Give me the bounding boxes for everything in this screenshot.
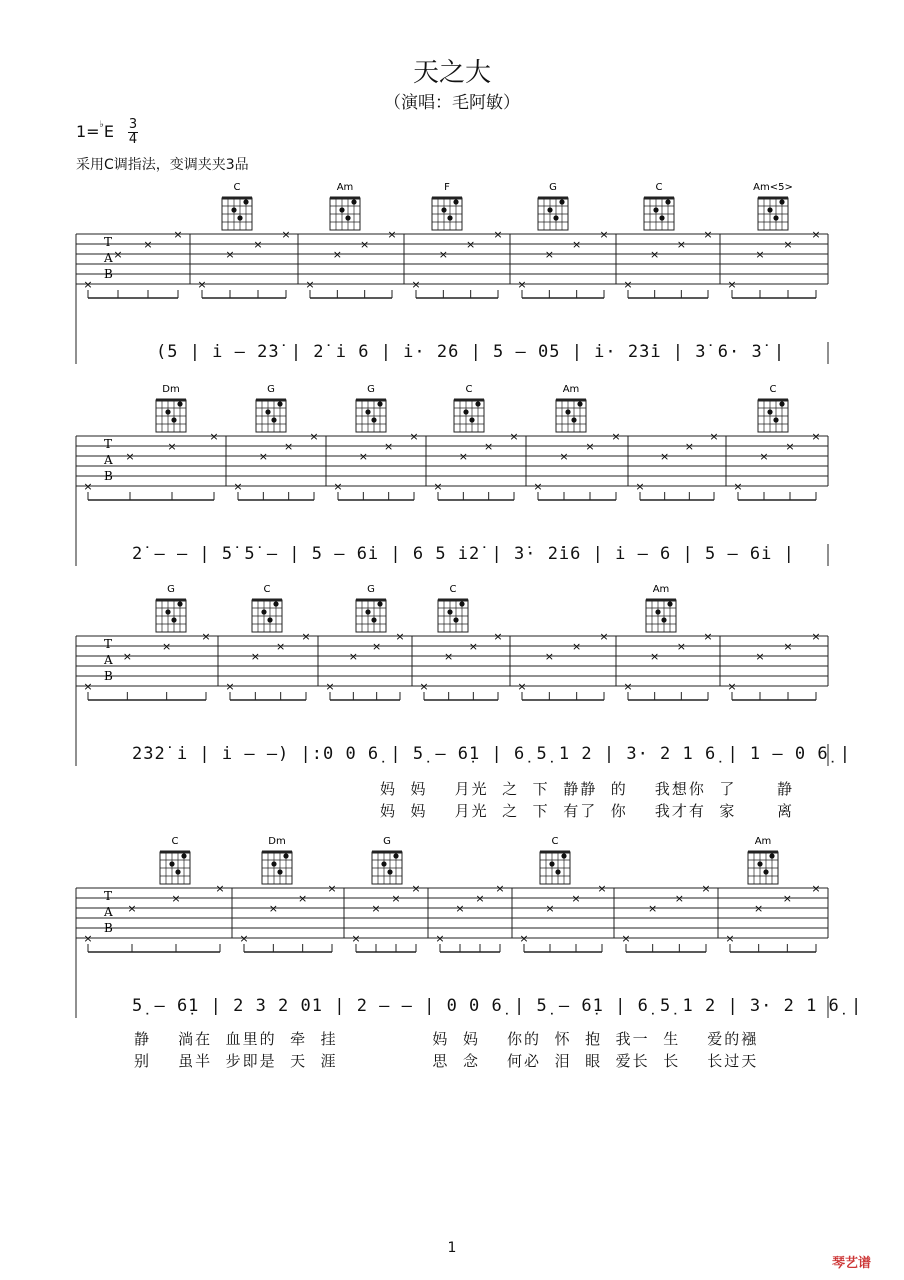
tab-note: ×	[754, 902, 764, 915]
tab-note: ×	[493, 228, 503, 241]
tab-note: ×	[233, 480, 243, 493]
tab-note: ×	[358, 450, 368, 463]
chord-dot	[371, 617, 376, 622]
tab-note: ×	[727, 278, 737, 291]
tab-note: ×	[201, 630, 211, 643]
chord-dot	[667, 601, 672, 606]
chord-dot	[453, 617, 458, 622]
chord-name: G	[549, 182, 557, 193]
tab-note: ×	[371, 902, 381, 915]
tab-note: ×	[284, 440, 294, 453]
tab-note: ×	[648, 902, 658, 915]
chord-dot	[459, 601, 464, 606]
chord-dot	[339, 207, 344, 212]
tab-note: ×	[455, 902, 465, 915]
lyrics-row-3-verse-2: 妈 妈 月光 之 下 有了 你 我才有 家 离	[380, 802, 794, 820]
chord-dot	[659, 215, 664, 220]
chord-dot	[447, 215, 452, 220]
chord-dot	[175, 869, 180, 874]
chord-dot	[549, 861, 554, 866]
tab-note: ×	[327, 882, 337, 895]
chord-dot	[463, 409, 468, 414]
tab-note: ×	[484, 440, 494, 453]
tab-note: ×	[143, 238, 153, 251]
tab-note: ×	[298, 892, 308, 905]
tab-clef-letter: B	[104, 921, 113, 935]
tab-note: ×	[517, 680, 527, 693]
chord-dot	[181, 853, 186, 858]
tab-note: ×	[209, 430, 219, 443]
tab-note: ×	[650, 248, 660, 261]
tab-note: ×	[411, 882, 421, 895]
tab-note: ×	[660, 450, 670, 463]
lyrics-row-4-verse-2: 别 虽半 步即是 天 涯 思 念 何必 泪 眼 爱长 长 长过天	[134, 1052, 759, 1070]
chord-dot	[277, 869, 282, 874]
tab-note: ×	[493, 630, 503, 643]
chord-dot	[381, 861, 386, 866]
chord-dot	[767, 409, 772, 414]
tab-note: ×	[599, 630, 609, 643]
tab-note: ×	[611, 430, 621, 443]
chord-dot	[653, 207, 658, 212]
tab-note: ×	[325, 680, 335, 693]
tab-clef-letter: A	[104, 653, 113, 667]
chord-dot	[271, 861, 276, 866]
tab-note: ×	[83, 480, 93, 493]
chord-dot	[475, 401, 480, 406]
tab-note: ×	[215, 882, 225, 895]
jianpu-row-1: (5 | i – 2̇3̇ | 2̇ i 6 | i· 2̇6 | 5 – 05 | i· 2̇3̇i | 3̇ 6· 3̇ |	[156, 342, 786, 362]
tab-note: ×	[435, 932, 445, 945]
tab-note: ×	[701, 882, 711, 895]
tab-note: ×	[755, 650, 765, 663]
chord-dot	[371, 417, 376, 422]
chord-name: C	[233, 182, 241, 193]
chord-dot	[571, 417, 576, 422]
tab-note: ×	[253, 238, 263, 251]
tab-note: ×	[372, 640, 382, 653]
key-signature: 1=♭E	[76, 119, 114, 141]
chord-dot	[271, 417, 276, 422]
chord-dot	[177, 401, 182, 406]
tab-note: ×	[709, 430, 719, 443]
tab-note: ×	[544, 248, 554, 261]
tab-note: ×	[509, 430, 519, 443]
tab-note: ×	[519, 932, 529, 945]
tab-note: ×	[635, 480, 645, 493]
chord-dot	[453, 199, 458, 204]
chord-dot	[769, 853, 774, 858]
tab-clef-letter: T	[104, 637, 113, 651]
page-number: 1	[447, 1240, 457, 1256]
tab-note: ×	[444, 650, 454, 663]
chord-dot	[387, 869, 392, 874]
tab-note: ×	[468, 640, 478, 653]
tab-note: ×	[466, 238, 476, 251]
chord-name: G	[167, 584, 175, 595]
tab-note: ×	[785, 440, 795, 453]
chord-name: Am	[336, 182, 354, 193]
chord-dot	[377, 601, 382, 606]
lyrics-row-3-verse-1: 妈 妈 月光 之 下 静静 的 我想你 了 静	[380, 780, 794, 798]
tab-note: ×	[545, 902, 555, 915]
tab-note: ×	[225, 248, 235, 261]
chord-dot	[231, 207, 236, 212]
chord-name: C	[551, 836, 559, 847]
tab-note: ×	[676, 640, 686, 653]
tab-note: ×	[433, 480, 443, 493]
tab-note: ×	[250, 650, 260, 663]
chord-dot	[561, 853, 566, 858]
chord-dot	[655, 609, 660, 614]
chord-dot	[665, 199, 670, 204]
chord-name: C	[263, 584, 271, 595]
chord-name: Dm	[162, 384, 180, 395]
chord-dot	[265, 409, 270, 414]
chord-dot	[661, 617, 666, 622]
tab-note: ×	[333, 480, 343, 493]
tab-clef-letter: T	[104, 889, 113, 903]
chord-name: Am	[562, 384, 580, 395]
tab-note: ×	[239, 932, 249, 945]
tab-note: ×	[727, 680, 737, 693]
tab-note: ×	[225, 680, 235, 693]
tab-note: ×	[83, 932, 93, 945]
tab-note: ×	[395, 630, 405, 643]
tab-note: ×	[475, 892, 485, 905]
tab-note: ×	[281, 228, 291, 241]
chord-dot	[441, 207, 446, 212]
chord-dot	[169, 861, 174, 866]
tab-note: ×	[438, 248, 448, 261]
jianpu-row-3: 2̇3̇2̇ i | i – –) |:0 0 6̣ | 5̣ – 6̣1 | 6̣ 5̣ 1 2 | 3· 2 1 6̣ | 1 – 0 6̣ |	[132, 744, 852, 764]
tab-note: ×	[171, 892, 181, 905]
tab-note: ×	[83, 680, 93, 693]
tab-note: ×	[305, 278, 315, 291]
tab-note: ×	[384, 440, 394, 453]
tab-clef-letter: B	[104, 267, 113, 281]
tab-note: ×	[703, 630, 713, 643]
chord-dot	[165, 609, 170, 614]
chord-dot	[267, 617, 272, 622]
tab-note: ×	[125, 450, 135, 463]
tab-note: ×	[391, 892, 401, 905]
tab-note: ×	[332, 248, 342, 261]
chord-dot	[773, 417, 778, 422]
chord-dot	[171, 417, 176, 422]
tab-note: ×	[83, 278, 93, 291]
chord-name: Am	[754, 836, 772, 847]
brand-logo: 琴艺谱	[832, 1256, 872, 1271]
chord-dot	[547, 207, 552, 212]
tab-note: ×	[783, 640, 793, 653]
tab-note: ×	[533, 480, 543, 493]
tab-note: ×	[411, 278, 421, 291]
tab-clef-letter: T	[104, 437, 113, 451]
tab-note: ×	[811, 430, 821, 443]
tab-note: ×	[585, 440, 595, 453]
tab-clef-letter: T	[104, 235, 113, 249]
singer-credit: （演唱：毛阿敏）	[384, 93, 520, 113]
chord-dot	[469, 417, 474, 422]
tab-note: ×	[351, 932, 361, 945]
chord-dot	[273, 601, 278, 606]
chord-dot	[767, 207, 772, 212]
chord-dot	[757, 861, 762, 866]
chord-name: F	[444, 182, 450, 193]
tab-note: ×	[458, 450, 468, 463]
tab-clef-letter: B	[104, 669, 113, 683]
chord-dot	[365, 609, 370, 614]
tab-clef-letter: A	[104, 453, 113, 467]
tab-note: ×	[409, 430, 419, 443]
chord-dot	[555, 869, 560, 874]
chord-dot	[237, 215, 242, 220]
chord-dot	[773, 215, 778, 220]
tab-note: ×	[599, 228, 609, 241]
time-signature: 3 4	[128, 117, 138, 147]
chord-name: G	[383, 836, 391, 847]
tab-note: ×	[571, 892, 581, 905]
tab-note: ×	[684, 440, 694, 453]
tab-clef-letter: A	[104, 251, 113, 265]
tab-note: ×	[173, 228, 183, 241]
chord-dot	[763, 869, 768, 874]
chord-name: C	[769, 384, 777, 395]
tab-clef-letter: B	[104, 469, 113, 483]
chord-name: G	[367, 384, 375, 395]
tab-note: ×	[782, 892, 792, 905]
tab-note: ×	[387, 228, 397, 241]
chord-dot	[779, 199, 784, 204]
tab-note: ×	[783, 238, 793, 251]
tab-note: ×	[348, 650, 358, 663]
chord-name: C	[449, 584, 457, 595]
chord-dot	[779, 401, 784, 406]
tab-note: ×	[674, 892, 684, 905]
chord-name: C	[655, 182, 663, 193]
tab-note: ×	[650, 650, 660, 663]
chord-dot	[171, 617, 176, 622]
tab-note: ×	[733, 480, 743, 493]
chord-dot	[393, 853, 398, 858]
tab-note: ×	[197, 278, 207, 291]
tab-note: ×	[572, 640, 582, 653]
tab-note: ×	[276, 640, 286, 653]
tab-note: ×	[811, 630, 821, 643]
tab-note: ×	[725, 932, 735, 945]
chord-name: G	[267, 384, 275, 395]
tab-note: ×	[113, 248, 123, 261]
chord-dot	[261, 609, 266, 614]
chord-dot	[345, 215, 350, 220]
tab-note: ×	[127, 902, 137, 915]
tab-note: ×	[301, 630, 311, 643]
tab-clef-letter: A	[104, 905, 113, 919]
tab-note: ×	[544, 650, 554, 663]
chord-name: Am	[652, 584, 670, 595]
tab-note: ×	[360, 238, 370, 251]
chord-name: G	[367, 584, 375, 595]
tab-note: ×	[623, 680, 633, 693]
chord-dot	[177, 601, 182, 606]
chord-dot	[447, 609, 452, 614]
tab-note: ×	[572, 238, 582, 251]
song-title: 天之大	[412, 58, 491, 88]
tab-note: ×	[122, 650, 132, 663]
tab-note: ×	[559, 450, 569, 463]
tab-note: ×	[167, 440, 177, 453]
chord-dot	[365, 409, 370, 414]
tab-note: ×	[623, 278, 633, 291]
jianpu-row-2: 2̇ – – | 5̇ 5̇ – | 5 – 6i | 6 5 i2̇ | 3̇· 2̇i6 | i – 6 | 5 – 6i |	[132, 544, 795, 564]
chord-name: C	[171, 836, 179, 847]
tab-note: ×	[495, 882, 505, 895]
chord-dot	[277, 401, 282, 406]
tab-note: ×	[309, 430, 319, 443]
tab-note: ×	[517, 278, 527, 291]
tab-note: ×	[162, 640, 172, 653]
chord-name: Am<5>	[753, 182, 793, 193]
tab-note: ×	[268, 902, 278, 915]
chord-name: Dm	[268, 836, 286, 847]
capo-note: 采用C调指法，变调夹夹3品	[76, 157, 249, 173]
chord-dot	[553, 215, 558, 220]
chord-dot	[351, 199, 356, 204]
jianpu-row-4: 5̣ – 6̣1 | 2 3 2 01 | 2 – – | 0 0 6̣ | 5̣ – 6̣1 | 6̣ 5̣ 1 2 | 3· 2 1 6̣ |	[132, 996, 863, 1016]
chord-name: C	[465, 384, 473, 395]
tab-note: ×	[597, 882, 607, 895]
tab-note: ×	[258, 450, 268, 463]
tab-note: ×	[419, 680, 429, 693]
chord-dot	[283, 853, 288, 858]
tab-note: ×	[621, 932, 631, 945]
tab-note: ×	[676, 238, 686, 251]
tab-note: ×	[759, 450, 769, 463]
tab-note: ×	[703, 228, 713, 241]
tab-note: ×	[811, 228, 821, 241]
chord-dot	[243, 199, 248, 204]
chord-dot	[165, 409, 170, 414]
chord-dot	[559, 199, 564, 204]
tab-note: ×	[811, 882, 821, 895]
chord-dot	[565, 409, 570, 414]
chord-dot	[377, 401, 382, 406]
tab-note: ×	[755, 248, 765, 261]
lyrics-row-4-verse-1: 静 淌在 血里的 牵 挂 妈 妈 你的 怀 抱 我一 生 爱的襁	[134, 1030, 759, 1048]
chord-dot	[577, 401, 582, 406]
